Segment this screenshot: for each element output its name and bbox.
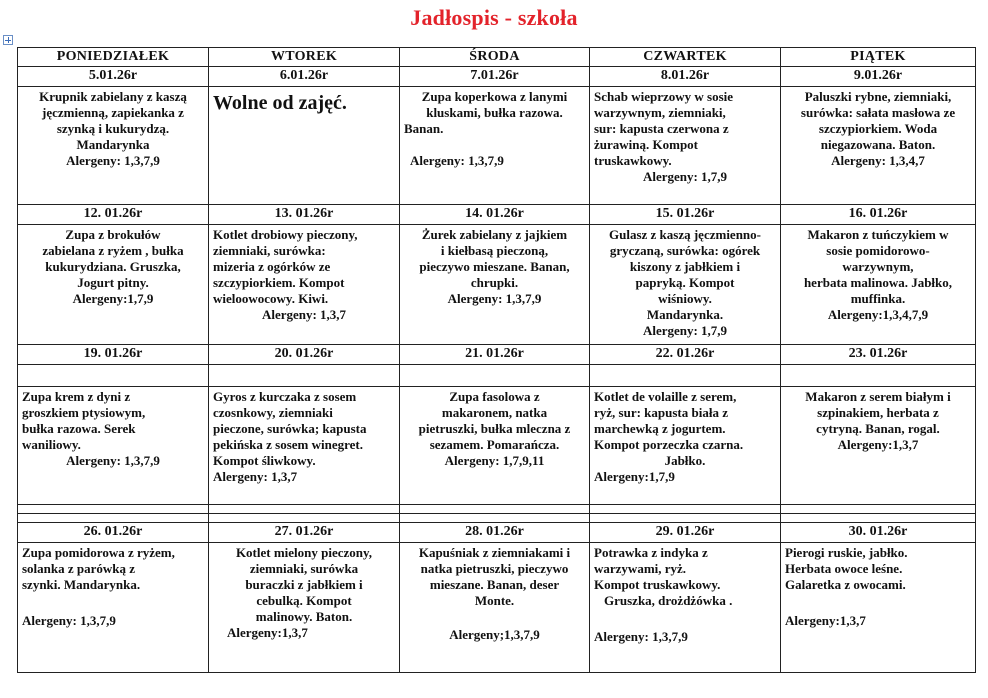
meal-line: [785, 593, 971, 613]
meal-line: żurawiną. Kompot: [594, 137, 698, 152]
meal-line: mizeria z ogórków ze: [213, 259, 331, 274]
meal-line: szynką i kukurydzą.: [56, 121, 170, 136]
meal-cell: [18, 543, 209, 673]
meal-line: szczypiorkiem. Woda: [818, 121, 938, 136]
meal-cell: [18, 225, 209, 345]
date-row: [18, 523, 976, 543]
meal-line: Kompot porzeczka czarna.: [594, 437, 744, 452]
meal-cell: [590, 543, 781, 673]
meal-cell: [400, 225, 590, 345]
meal-cell: [209, 387, 400, 505]
meal-line: pieczywo mieszane. Banan,: [419, 259, 570, 274]
meal-line: wieloowocowy. Kiwi.: [213, 291, 329, 306]
date-row: [18, 67, 976, 87]
meal-line: Schab wieprzowy w sosie: [594, 89, 734, 104]
allergens: Alergeny: 1,3,7: [261, 307, 347, 322]
meal-line: ziemniaki, surówka:: [213, 243, 326, 258]
date-cell: 19. 01.26r: [18, 345, 209, 365]
date-cell: 7.01.26r: [400, 67, 590, 87]
meal-line: Makaron z tuńczykiem w: [807, 227, 949, 242]
meal-line: mieszane. Banan, deser: [429, 577, 560, 592]
blank-row: [18, 514, 976, 523]
date-cell: 8.01.26r: [590, 67, 781, 87]
meal-line: Potrawka z indyka z: [594, 545, 708, 560]
meal-line: chrupki.: [470, 275, 519, 290]
meal-cell: [400, 87, 590, 205]
meal-line: szczypiorkiem. Kompot: [213, 275, 345, 290]
date-cell: 15. 01.26r: [590, 205, 781, 225]
page-title: Jadłospis - szkoła: [410, 5, 578, 30]
meal-row: [18, 87, 976, 205]
meal-line: solanka z parówką z: [22, 561, 136, 576]
meal-line: [22, 593, 204, 613]
meal-line: cytryną. Banan, rogal.: [816, 421, 940, 436]
date-cell: 5.01.26r: [18, 67, 209, 87]
meal-line: makaronem, natka: [441, 405, 548, 420]
allergens: Alergeny:1,3,4,7,9: [827, 307, 929, 322]
meal-line: niegazowana. Baton.: [820, 137, 936, 152]
meal-line: Żurek zabielany z jajkiem: [421, 227, 568, 242]
meal-line: Zupa krem z dyni z: [22, 389, 131, 404]
meal-line: kluskami, bułka razowa.: [426, 105, 563, 120]
blank-row: [18, 505, 976, 514]
meal-cell: [781, 87, 976, 205]
meal-line: groszkiem ptysiowym,: [22, 405, 146, 420]
meal-line: Kapuśniak z ziemniakami i: [418, 545, 571, 560]
allergens: Alergeny:1,7,9: [594, 469, 675, 484]
meal-cell: [590, 387, 781, 505]
meal-cell: [400, 387, 590, 505]
meal-cell: [18, 87, 209, 205]
allergens: Alergeny: 1,3,7,9: [66, 453, 160, 468]
date-cell: 28. 01.26r: [400, 523, 590, 543]
allergens: Alergeny: 1,3,7,9: [66, 153, 160, 168]
allergens: Alergeny: 1,7,9,11: [444, 453, 545, 468]
allergens: Alergeny:1,3,7: [227, 625, 308, 640]
meal-cell: [781, 387, 976, 505]
meal-line: ziemniaki, surówka: [249, 561, 359, 576]
meal-cell: [209, 543, 400, 673]
meal-line: kukurydziana. Gruszka,: [45, 259, 181, 274]
day-header: PONIEDZIAŁEK: [18, 48, 209, 67]
meal-line: warzywnym, ziemniaki,: [594, 105, 726, 120]
meal-line: Banan.: [404, 121, 444, 136]
date-cell: 13. 01.26r: [209, 205, 400, 225]
meal-line: i kiełbasą pieczoną,: [440, 243, 549, 258]
meal-line: ryż, sur: kapusta biała z: [594, 405, 728, 420]
meal-cell: [209, 87, 400, 205]
meal-line: Gulasz z kaszą jęczmienno-: [608, 227, 761, 242]
date-row: [18, 205, 976, 225]
date-cell: 29. 01.26r: [590, 523, 781, 543]
meal-line: herbata malinowa. Jabłko,: [803, 275, 953, 290]
meal-line: wiśniowy.: [658, 291, 712, 306]
allergens: Alergeny: 1,3,7,9: [410, 153, 504, 168]
day-header-row: [18, 48, 976, 67]
allergens: Alergeny: 1,3,4,7: [831, 153, 925, 168]
meal-line: sezamem. Pomarańcza.: [429, 437, 560, 452]
meal-line: Gruszka, drożdżówka .: [604, 593, 733, 608]
meal-line: Monte.: [474, 593, 515, 608]
meal-line: sur: kapusta czerwona z: [594, 121, 729, 136]
date-cell: 23. 01.26r: [781, 345, 976, 365]
meal-row: [18, 543, 976, 673]
meal-line: pieczone, surówka; kapusta: [213, 421, 367, 436]
allergens: Alergeny: 1,3,7,9: [447, 291, 542, 306]
date-cell: 27. 01.26r: [209, 523, 400, 543]
meal-line: Kompot truskawkowy.: [594, 577, 721, 592]
meal-line: Krupnik zabielany z kaszą: [39, 89, 187, 104]
meal-line: Zupa fasolowa z: [449, 389, 540, 404]
meal-line: pekińska z sosem winegret.: [213, 437, 363, 452]
meal-line: sosie pomidorowo-: [826, 243, 930, 258]
meal-line: malinowy. Baton.: [255, 609, 353, 624]
meal-line: waniliowy.: [22, 437, 81, 452]
meal-line: Kotlet drobiowy pieczony,: [213, 227, 358, 242]
allergens: Alergeny:1,3,7: [785, 613, 866, 628]
allergens: Alergeny: 1,7,9: [642, 323, 728, 338]
meal-line: natka pietruszki, pieczywo: [420, 561, 569, 576]
meal-line: truskawkowy.: [594, 153, 672, 168]
day-header: ŚRODA: [400, 48, 590, 67]
meal-cell: [209, 225, 400, 345]
meal-line: papryką. Kompot: [635, 275, 735, 290]
meal-line: surówka: sałata masłowa ze: [800, 105, 956, 120]
meal-line: Mandarynka: [76, 137, 150, 152]
meal-line: cebulką. Kompot: [256, 593, 352, 608]
meal-line: Zupa koperkowa z lanymi: [421, 89, 568, 104]
date-cell: 20. 01.26r: [209, 345, 400, 365]
date-cell: 22. 01.26r: [590, 345, 781, 365]
meal-line: kiszony z jabłkiem i: [629, 259, 741, 274]
meal-line: Zupa pomidorowa z ryżem,: [22, 545, 175, 560]
meal-line: Jabłko.: [664, 453, 706, 468]
meal-line: warzywnym,: [842, 259, 914, 274]
meal-line: Jogurt pitny.: [77, 275, 149, 290]
allergens: Alergeny: 1,3,7,9: [22, 613, 116, 628]
meal-line: szpinakiem, herbata z: [817, 405, 939, 420]
allergens: Alergeny: 1,3,7,9: [594, 629, 688, 644]
meal-cell: [400, 543, 590, 673]
meal-cell: [590, 225, 781, 345]
meal-cell: [590, 87, 781, 205]
meal-line: Pierogi ruskie, jabłko.: [785, 545, 908, 560]
date-cell: 16. 01.26r: [781, 205, 976, 225]
allergens: Alergeny:1,7,9: [72, 291, 154, 306]
day-header: CZWARTEK: [590, 48, 781, 67]
meal-row: [18, 387, 976, 505]
date-cell: 12. 01.26r: [18, 205, 209, 225]
meal-line: czosnkowy, ziemniaki: [213, 405, 333, 420]
meal-line: Kotlet de volaille z serem,: [594, 389, 737, 404]
meal-line: buraczki z jabłkiem i: [245, 577, 363, 592]
meal-line: Gyros z kurczaka z sosem: [213, 389, 357, 404]
meal-line: pietruszki, bułka mleczna z: [418, 421, 571, 436]
date-cell: 6.01.26r: [209, 67, 400, 87]
meal-line: jęczmienną, zapiekanka z: [42, 105, 184, 120]
meal-cell: [781, 543, 976, 673]
meal-line: Mandarynka.: [646, 307, 724, 322]
meal-cell: [781, 225, 976, 345]
meal-line: [404, 137, 585, 153]
allergens: Alergeny: 1,3,7: [213, 469, 298, 484]
meal-line: warzywami, ryż.: [594, 561, 687, 576]
date-cell: 26. 01.26r: [18, 523, 209, 543]
meal-line: Kompot śliwkowy.: [213, 453, 316, 468]
allergens: Alergeny: 1,7,9: [642, 169, 728, 184]
meal-line: Zupa z brokułów: [65, 227, 161, 242]
day-header: PIĄTEK: [781, 48, 976, 67]
date-cell: 21. 01.26r: [400, 345, 590, 365]
meal-line: bułka razowa. Serek: [22, 421, 136, 436]
meal-line: Kotlet mielony pieczony,: [235, 545, 373, 560]
meal-cell: [18, 387, 209, 505]
table-move-handle-icon[interactable]: [3, 35, 13, 45]
allergens: Alergeny:1,3,7: [837, 437, 919, 452]
meal-line: Paluszki rybne, ziemniaki,: [804, 89, 952, 104]
meal-line: gryczaną, surówka: ogórek: [609, 243, 761, 258]
day-off-note: Wolne od zajęć.: [213, 92, 347, 114]
date-row: [18, 345, 976, 365]
meal-line: Herbata owoce leśne.: [785, 561, 903, 576]
meal-line: [594, 609, 776, 629]
meal-line: zabielana z ryżem , bułka: [42, 243, 184, 258]
meal-line: marchewką z jogurtem.: [594, 421, 726, 436]
meal-line: muffinka.: [850, 291, 906, 306]
date-cell: 9.01.26r: [781, 67, 976, 87]
date-cell: 14. 01.26r: [400, 205, 590, 225]
date-cell: 30. 01.26r: [781, 523, 976, 543]
allergens: Alergeny;1,3,7,9: [449, 627, 540, 642]
meal-line: [404, 609, 585, 627]
day-header: WTOREK: [209, 48, 400, 67]
menu-table: [17, 47, 976, 673]
blank-row: [18, 365, 976, 387]
meal-line: szynki. Mandarynka.: [22, 577, 141, 592]
meal-line: Makaron z serem białym i: [805, 389, 951, 404]
meal-line: Galaretka z owocami.: [785, 577, 906, 592]
meal-row: [18, 225, 976, 345]
